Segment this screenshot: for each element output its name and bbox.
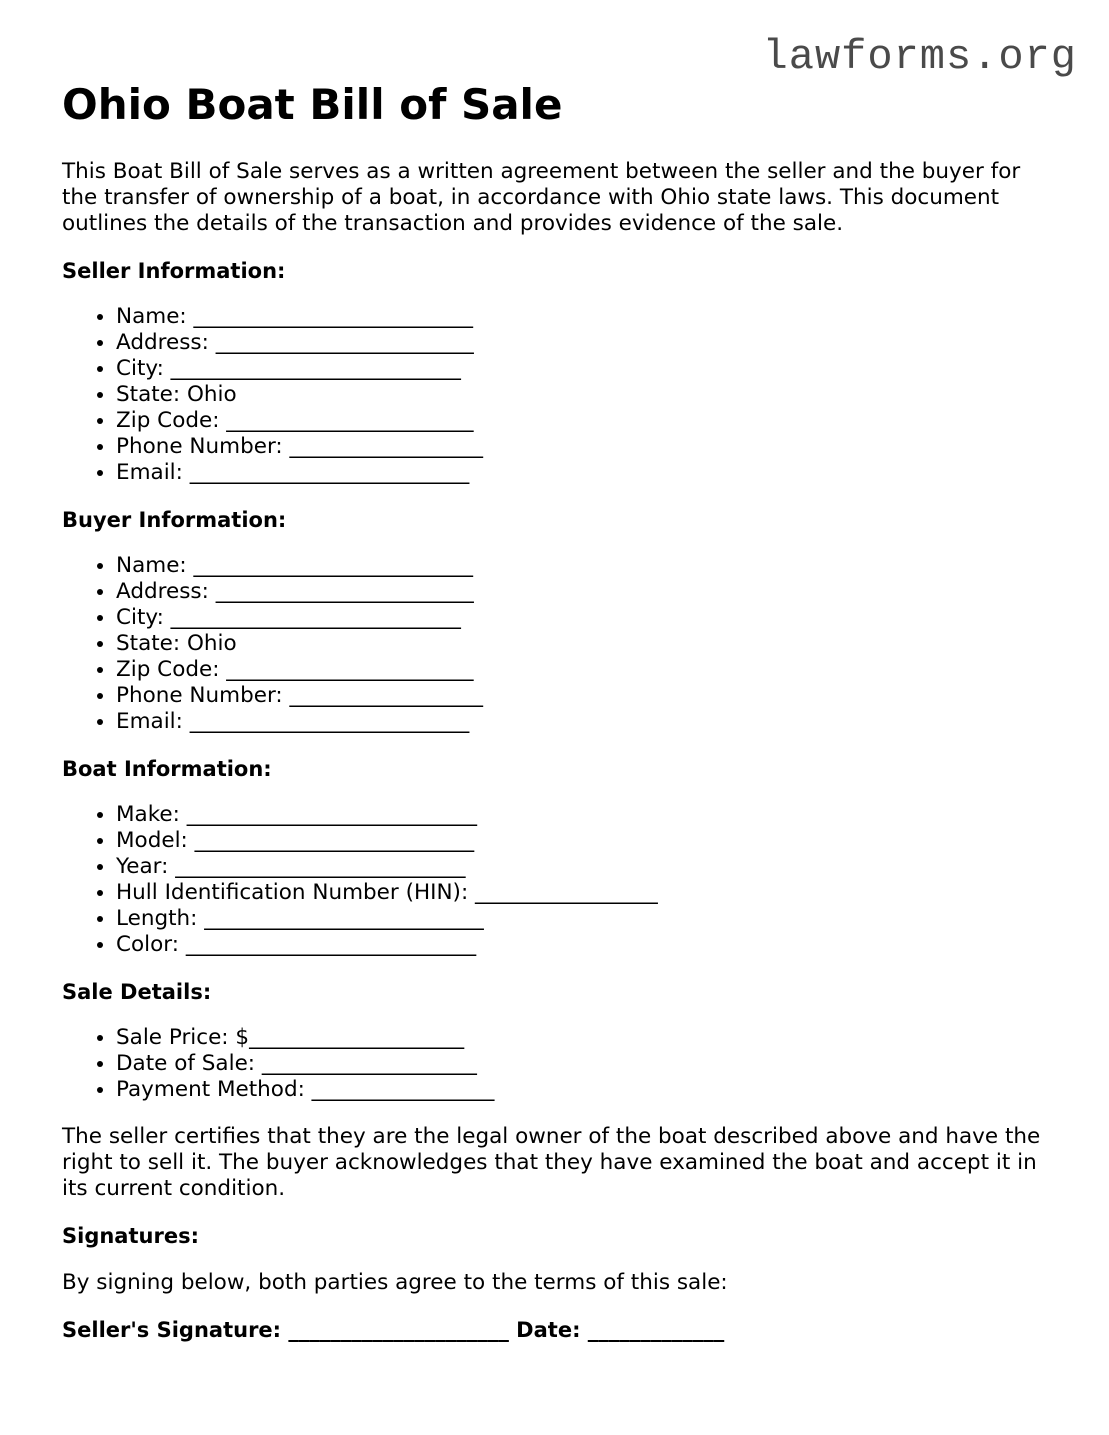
boat-length-field: • Length: __________________________ bbox=[116, 906, 1052, 932]
boat-year-field: • Year: ___________________________ bbox=[116, 854, 1052, 880]
seller-city-field: • City: ___________________________ bbox=[116, 356, 1052, 382]
buyer-information-heading: Buyer Information: bbox=[62, 508, 287, 532]
buyer-address-field: • Address: ________________________ bbox=[116, 579, 1052, 605]
document-page bbox=[62, 78, 1052, 1343]
boat-color-field: • Color: ___________________________ bbox=[116, 932, 1052, 958]
sale-details-heading: Sale Details: bbox=[62, 980, 212, 1004]
boat-information-list bbox=[62, 802, 1052, 958]
buyer-email-field: • Email: __________________________ bbox=[116, 709, 1052, 735]
seller-state-field: • State: Ohio bbox=[116, 382, 1052, 408]
sale-details-list bbox=[62, 1025, 1052, 1103]
document-title: Ohio Boat Bill of Sale bbox=[62, 80, 563, 129]
signatures-heading: Signatures: bbox=[62, 1224, 199, 1248]
buyer-phone-field: • Phone Number: __________________ bbox=[116, 683, 1052, 709]
signatures-intro: By signing below, both parties agree to the terms of this sale: bbox=[62, 1270, 728, 1295]
buyer-state-field: • State: Ohio bbox=[116, 631, 1052, 657]
sale-price-field: • Sale Price: $____________________ bbox=[116, 1025, 1052, 1051]
buyer-city-field: • City: ___________________________ bbox=[116, 605, 1052, 631]
seller-information-list bbox=[62, 304, 1052, 486]
boat-model-field: • Model: __________________________ bbox=[116, 828, 1052, 854]
boat-make-field: • Make: ___________________________ bbox=[116, 802, 1052, 828]
certification-paragraph: The seller certifies that they are the legal owner of the boat described above and have the right to sell it. The buyer acknowledges that they have examined the boat and accept it in its current condition. bbox=[62, 1124, 1041, 1201]
buyer-name-field: • Name: __________________________ bbox=[116, 553, 1052, 579]
intro-paragraph: This Boat Bill of Sale serves as a written agreement between the seller and the buyer for the transfer of ownership of a boat, in accordance with Ohio state laws. This document outlines the details of the transaction and provides evidence of the sale. bbox=[62, 159, 1021, 236]
seller-information-heading: Seller Information: bbox=[62, 259, 286, 283]
seller-email-field: • Email: __________________________ bbox=[116, 460, 1052, 486]
seller-zip-field: • Zip Code: _______________________ bbox=[116, 408, 1052, 434]
seller-phone-field: • Phone Number: __________________ bbox=[116, 434, 1052, 460]
seller-signature-line: Seller's Signature: _____________________ Date: _____________ bbox=[62, 1318, 725, 1342]
watermark: lawforms.org bbox=[762, 33, 1077, 81]
seller-name-field: • Name: __________________________ bbox=[116, 304, 1052, 330]
boat-hin-field: • Hull Identification Number (HIN): _________________ bbox=[116, 880, 1052, 906]
buyer-zip-field: • Zip Code: _______________________ bbox=[116, 657, 1052, 683]
payment-method-field: • Payment Method: _________________ bbox=[116, 1077, 1052, 1103]
sale-date-field: • Date of Sale: ____________________ bbox=[116, 1051, 1052, 1077]
seller-address-field: • Address: ________________________ bbox=[116, 330, 1052, 356]
buyer-information-list bbox=[62, 553, 1052, 735]
boat-information-heading: Boat Information: bbox=[62, 757, 272, 781]
